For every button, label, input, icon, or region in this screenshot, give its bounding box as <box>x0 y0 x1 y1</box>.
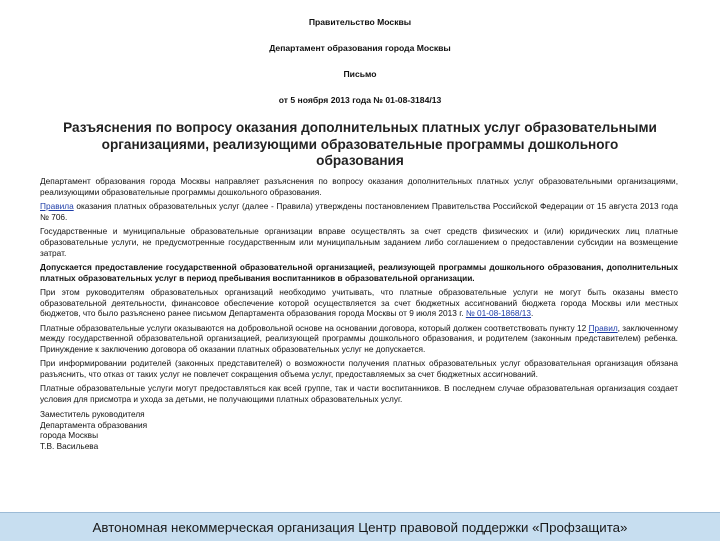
restrictions-text: При этом руководителям образовательных организаций необходимо учитывать, что платные образовательные услуги не могут быть оказаны вместо образовательной деятельности, финансовое обеспечение которой осуществляется за счет бюджетных ассигнований бюджета города Москвы или местных бюджетов, что было разъяснено ранее письмом Департамента образования города Москвы от 9 июля 2013 г. <box>40 286 678 319</box>
signature-line-4: Т.В. Васильева <box>40 441 99 452</box>
paragraph-rules <box>40 201 678 223</box>
paragraph-informing: При информировании родителей (законных представителей) о возможности получения платных образовательных услуг образовательная организация обязана разъяснить, что отказ от таких услуг не повлечет сокращения объема услуг, предоставляемых за счет бюджетных ассигнований. <box>40 358 678 380</box>
footer-text: Автономная некоммерческая организация Центр правовой поддержки «Профзащита» <box>92 519 628 535</box>
signature-line-2: Департамента образования <box>40 419 148 430</box>
signature-line-1: Заместитель руководителя <box>40 408 145 419</box>
department-heading: Департамент образования города Москвы <box>269 43 451 53</box>
signature-line-3: города Москвы <box>40 430 99 441</box>
signature-block <box>40 409 678 452</box>
paragraph-restrictions <box>40 287 678 319</box>
footer-bar <box>0 512 720 541</box>
title-line-1: Разъяснения по вопросу оказания дополнительных платных услуг образовательными <box>63 120 657 135</box>
paragraph-groups: Платные образовательные услуги могут предоставляться как всей группе, так и части воспитанников. В последнем случае образовательная организация создает условия для присмотра и ухода за детьми, не получающими платных образовательных услуг. <box>40 383 678 405</box>
letter-number-link[interactable]: № 01-08-1868/13 <box>465 308 532 319</box>
paragraph-voluntary <box>40 323 678 355</box>
government-heading: Правительство Москвы <box>308 17 412 27</box>
document-title <box>28 120 692 170</box>
rules-link[interactable]: Правила <box>40 200 74 211</box>
title-line-3: образования <box>316 153 404 168</box>
paragraph-paid-services: Государственные и муниципальные образовательные организации вправе осуществлять за счет средств физических и (или) юридических лиц платные образовательные услуги, не предусмотренные государственным или муниципальным заданием либо соглашением о предоставлении субсидии на возмещение затрат. <box>40 225 678 258</box>
date-number-heading: от 5 ноября 2013 года № 01-08-3184/13 <box>278 95 442 105</box>
voluntary-text-1: Платные образовательные услуги оказываются на добровольной основе на основании договора, который должен соответствовать пункту 12 <box>40 322 589 333</box>
doc-type-heading: Письмо <box>343 69 377 79</box>
paragraph-intro: Департамент образования города Москвы направляет разъяснения по вопросу оказания дополнительных платных услуг образовательными организациями, реализующими образовательные программы дошкольного образования. <box>40 176 678 197</box>
letter-body <box>40 176 678 452</box>
rules-text: оказания платных образовательных услуг (далее - Правила) утверждены постановлением Правительства Российской Федерации от 15 августа 2013 года № 706. <box>40 200 678 222</box>
restrictions-end: . <box>531 308 534 319</box>
voluntary-text-2: , заключенному между государственной образовательной организацией, реализующей программы дошкольного образования, и родителем (законным представителем) ребенка. Принуждение к заключению договора об оказании платных образовательных услуг не допускается. <box>40 322 678 355</box>
title-line-2: организациями, реализующими образовательные программы дошкольного <box>101 136 619 152</box>
rules-link-2[interactable]: Правил <box>588 322 618 333</box>
paragraph-allowed: Допускается предоставление государственной образовательной организацией, реализующей программы дошкольного образования, дополнительных платных образовательных услуг в период пребывания воспитанников в образовательной организации. <box>40 261 678 283</box>
